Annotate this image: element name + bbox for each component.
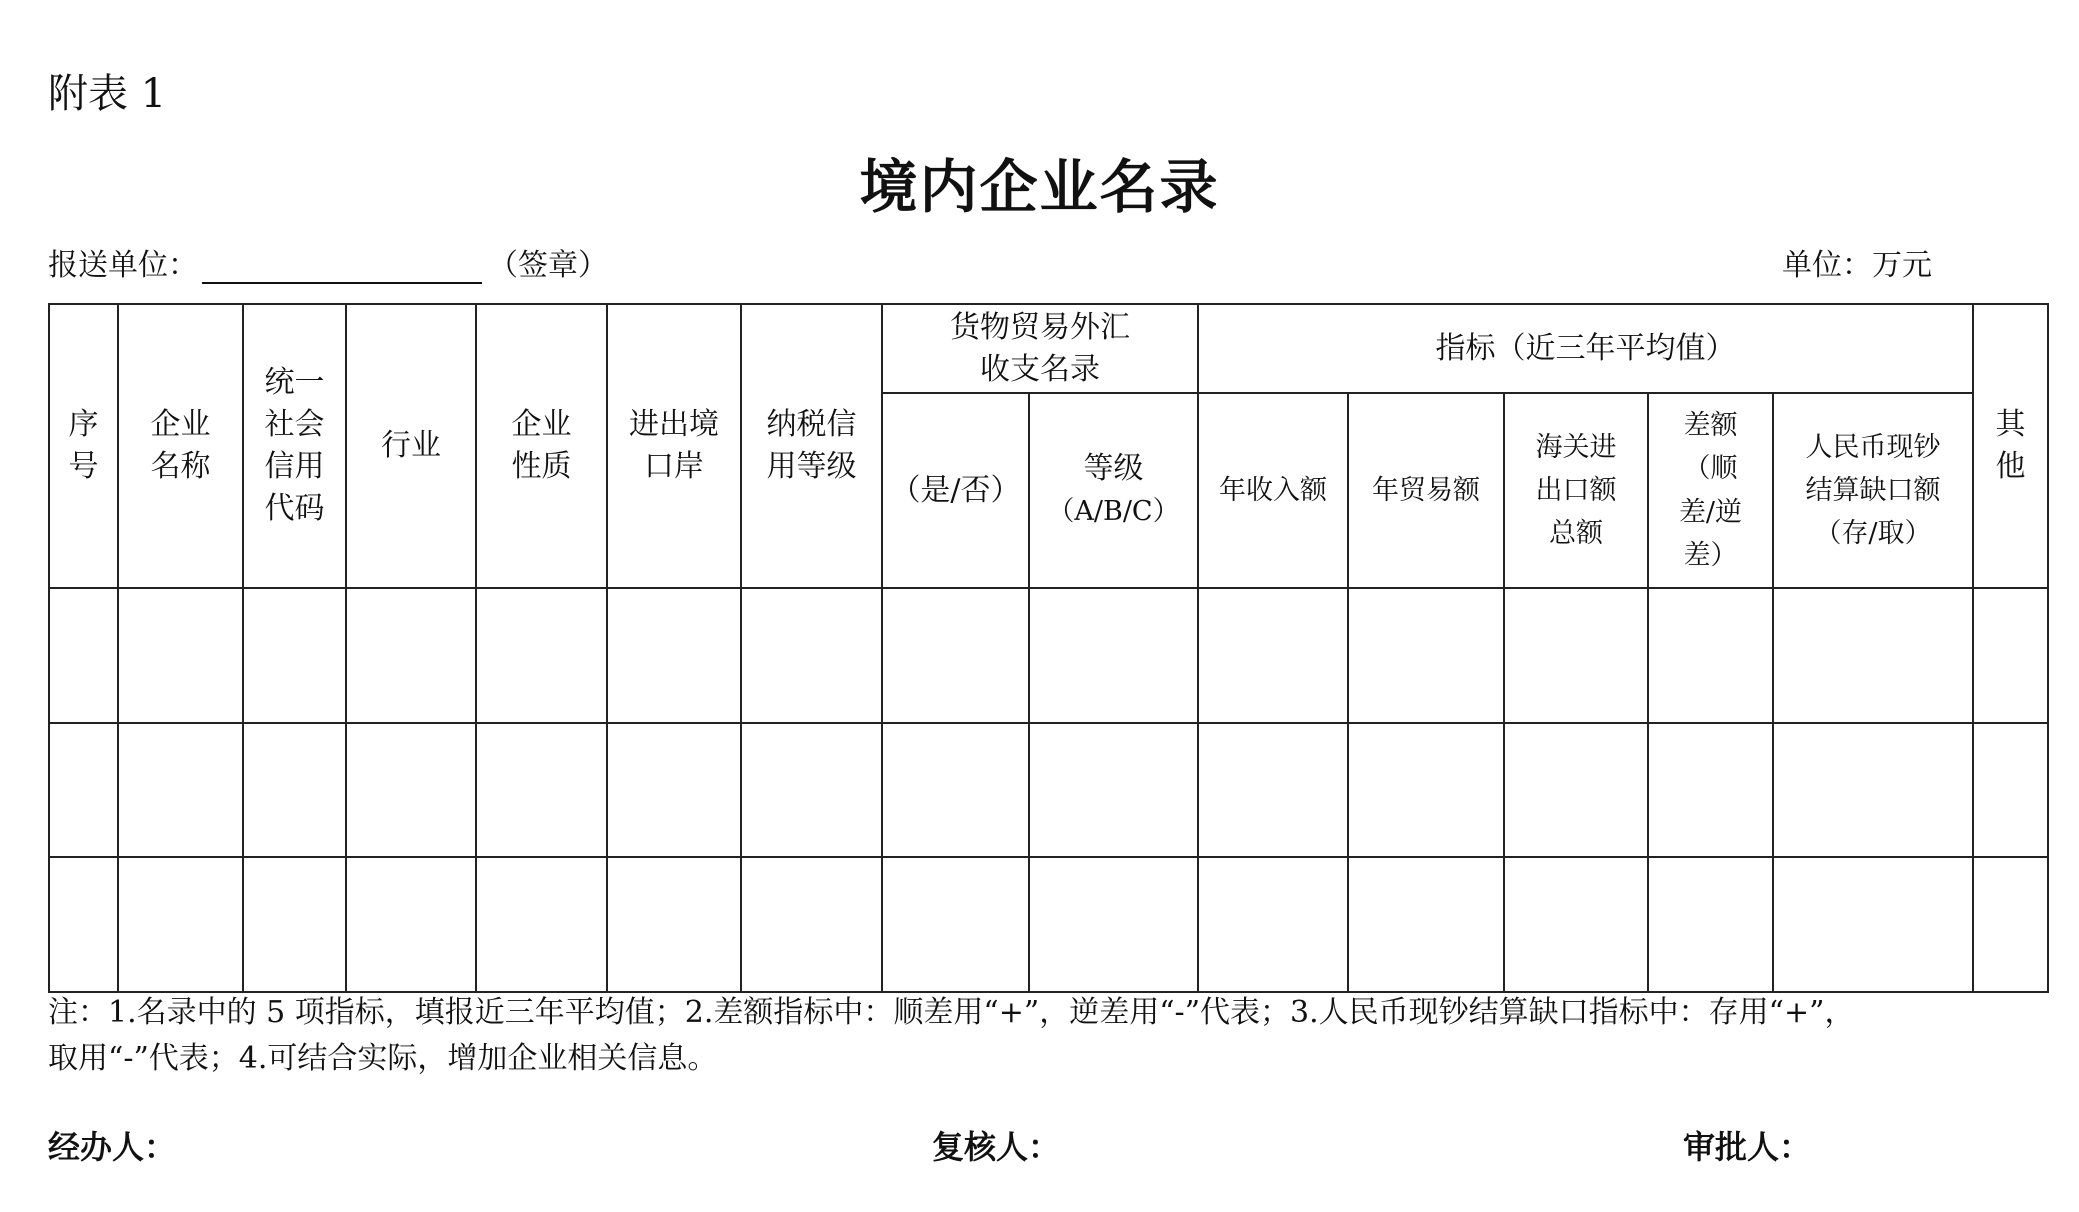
handler-signature-label: 经办人： bbox=[48, 1128, 177, 1166]
table-cell[interactable] bbox=[49, 857, 118, 992]
table-cell[interactable] bbox=[607, 857, 741, 992]
reporting-unit-blank[interactable] bbox=[202, 252, 482, 284]
header-fx-grade-label: 等级 bbox=[1083, 450, 1144, 486]
approver-signature-label: 审批人： bbox=[1683, 1128, 1812, 1166]
footnote bbox=[48, 990, 2038, 1082]
table-cell[interactable] bbox=[741, 588, 882, 723]
table-cell[interactable] bbox=[118, 857, 243, 992]
table-cell[interactable] bbox=[1029, 588, 1198, 723]
table-cell[interactable] bbox=[49, 588, 118, 723]
table-cell[interactable] bbox=[1773, 588, 1973, 723]
company-records-table bbox=[48, 303, 2049, 993]
header-nature: 企业性质 bbox=[476, 304, 607, 588]
header-tax-credit: 纳税信用等级 bbox=[741, 304, 882, 588]
table-cell[interactable] bbox=[1504, 857, 1648, 992]
header-indicators-group: 指标（近三年平均值） bbox=[1198, 304, 1973, 393]
header-trade-amount: 年贸易额 bbox=[1348, 393, 1504, 588]
header-fx-group: 货物贸易外汇收支名录 bbox=[882, 304, 1198, 393]
table-cell[interactable] bbox=[607, 723, 741, 857]
table-row bbox=[49, 588, 2048, 723]
header-credit-code: 统一社会信用代码 bbox=[243, 304, 346, 588]
table-cell[interactable] bbox=[1973, 723, 2048, 857]
table-cell[interactable] bbox=[1198, 723, 1348, 857]
table-cell[interactable] bbox=[346, 723, 476, 857]
table-cell[interactable] bbox=[1029, 857, 1198, 992]
table-cell[interactable] bbox=[1648, 723, 1773, 857]
table-cell[interactable] bbox=[346, 588, 476, 723]
table-cell[interactable] bbox=[741, 857, 882, 992]
currency-unit: 单位：万元 bbox=[1782, 248, 1932, 283]
header-company-name: 企业名称 bbox=[118, 304, 243, 588]
footnote-line-1: 注：1.名录中的 5 项指标，填报近三年平均值；2.差额指标中：顺差用“+”，逆差用“-”代表；3.人民币现钞结算缺口指标中：存用“+”， bbox=[48, 995, 1855, 1030]
table-cell[interactable] bbox=[476, 588, 607, 723]
table-cell[interactable] bbox=[118, 588, 243, 723]
table-cell[interactable] bbox=[243, 588, 346, 723]
footnote-line-2: 取用“-”代表；4.可结合实际，增加企业相关信息。 bbox=[48, 1041, 718, 1076]
table-row bbox=[49, 723, 2048, 857]
header-rmb-cash-gap: 人民币现钞结算缺口额（存/取） bbox=[1773, 393, 1973, 588]
table-cell[interactable] bbox=[1348, 857, 1504, 992]
table-cell[interactable] bbox=[49, 723, 118, 857]
table-cell[interactable] bbox=[1348, 588, 1504, 723]
header-fx-yes-no: （是/否） bbox=[882, 393, 1029, 588]
header-port: 进出境口岸 bbox=[607, 304, 741, 588]
reviewer-signature-label: 复核人： bbox=[932, 1128, 1061, 1166]
table-cell[interactable] bbox=[1348, 723, 1504, 857]
table-cell[interactable] bbox=[1773, 723, 1973, 857]
reporting-unit-label: 报送单位： bbox=[48, 248, 198, 283]
table-cell[interactable] bbox=[1973, 857, 2048, 992]
header-seq: 序号 bbox=[49, 304, 118, 588]
table-cell[interactable] bbox=[243, 857, 346, 992]
table-cell[interactable] bbox=[1198, 857, 1348, 992]
table-cell[interactable] bbox=[1198, 588, 1348, 723]
table-cell[interactable] bbox=[1029, 723, 1198, 857]
table-cell[interactable] bbox=[882, 588, 1029, 723]
table-cell[interactable] bbox=[118, 723, 243, 857]
page-title: 境内企业名录 bbox=[859, 153, 1220, 221]
table-cell[interactable] bbox=[1504, 723, 1648, 857]
table-cell[interactable] bbox=[476, 723, 607, 857]
table-row bbox=[49, 857, 2048, 992]
table-cell[interactable] bbox=[1504, 588, 1648, 723]
table-cell[interactable] bbox=[1973, 588, 2048, 723]
header-fx-grade bbox=[1029, 393, 1198, 588]
header-fx-grade-sub: （A/B/C） bbox=[1047, 495, 1180, 527]
header-customs-total: 海关进出口额总额 bbox=[1504, 393, 1648, 588]
reporting-unit-row bbox=[48, 240, 608, 284]
table-cell[interactable] bbox=[1773, 857, 1973, 992]
table-cell[interactable] bbox=[346, 857, 476, 992]
seal-label: （签章） bbox=[488, 248, 608, 283]
header-industry: 行业 bbox=[346, 304, 476, 588]
table-cell[interactable] bbox=[243, 723, 346, 857]
table-cell[interactable] bbox=[741, 723, 882, 857]
table-cell[interactable] bbox=[1648, 588, 1773, 723]
table-cell[interactable] bbox=[1648, 857, 1773, 992]
table-cell[interactable] bbox=[882, 857, 1029, 992]
header-other: 其他 bbox=[1973, 304, 2048, 588]
table-cell[interactable] bbox=[476, 857, 607, 992]
attachment-label: 附表 1 bbox=[48, 71, 167, 117]
table-cell[interactable] bbox=[607, 588, 741, 723]
header-annual-revenue: 年收入额 bbox=[1198, 393, 1348, 588]
table-cell[interactable] bbox=[882, 723, 1029, 857]
header-difference: 差额（顺差/逆差） bbox=[1648, 393, 1773, 588]
